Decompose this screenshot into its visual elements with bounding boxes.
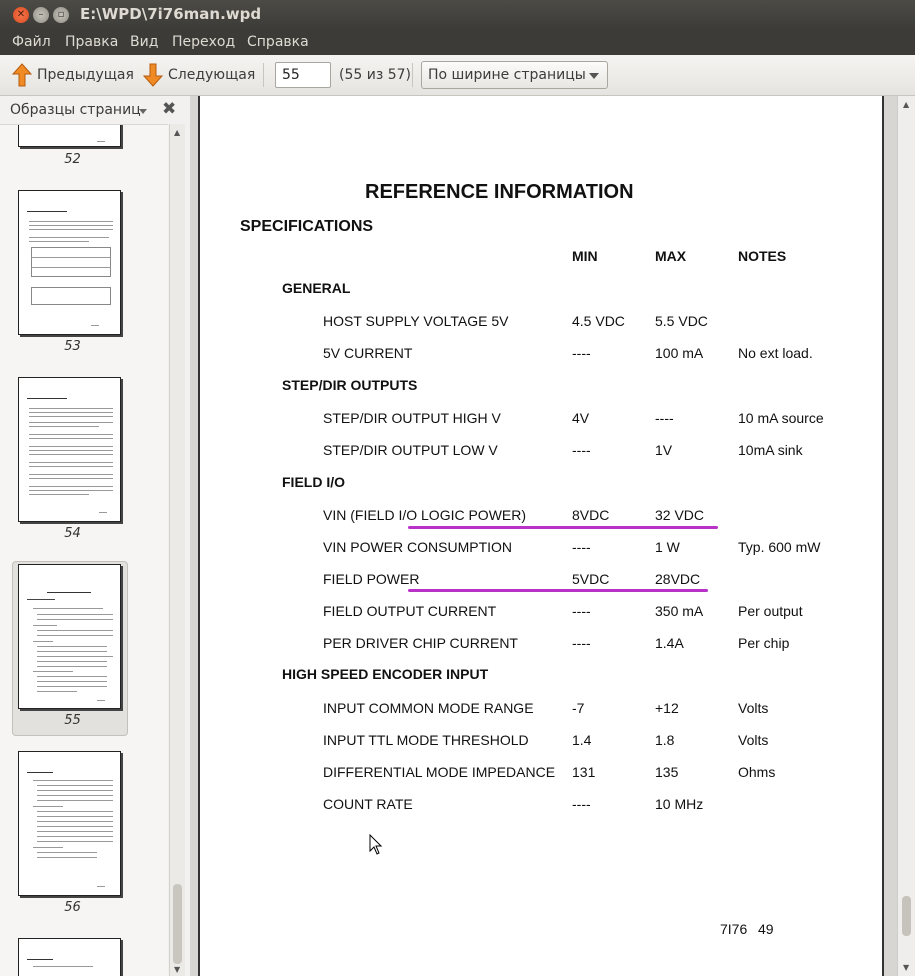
thumbnail-list[interactable] bbox=[0, 124, 168, 976]
spec-param: COUNT RATE bbox=[323, 796, 413, 812]
spec-min: 131 bbox=[572, 764, 596, 780]
spec-max: 1.4A bbox=[655, 635, 684, 651]
zoom-select-value: По ширине страницы bbox=[428, 67, 586, 83]
spec-min: 8VDC bbox=[572, 507, 610, 523]
previous-page-button[interactable] bbox=[12, 62, 134, 88]
page-thumbnail[interactable] bbox=[18, 190, 121, 335]
spec-param: DIFFERENTIAL MODE IMPEDANCE bbox=[323, 764, 556, 780]
page-number-input[interactable] bbox=[275, 62, 331, 88]
section-heading: SPECIFICATIONS bbox=[240, 218, 374, 235]
page-title: REFERENCE INFORMATION bbox=[365, 181, 634, 203]
title-bar bbox=[0, 0, 915, 30]
scroll-up-arrow-icon[interactable]: ▲ bbox=[903, 100, 910, 109]
spec-max: 1 W bbox=[655, 539, 680, 555]
spec-param: HOST SUPPLY VOLTAGE 5V bbox=[323, 313, 509, 329]
spec-notes: Per chip bbox=[738, 635, 790, 651]
spec-min: ---- bbox=[572, 345, 591, 361]
next-page-button[interactable] bbox=[143, 62, 255, 88]
page-footer-number: 49 bbox=[758, 921, 774, 937]
sidebar-scrollbar[interactable] bbox=[169, 124, 185, 976]
spec-param: PER DRIVER CHIP CURRENT bbox=[323, 635, 518, 651]
thumbnail-label: 56 bbox=[64, 900, 81, 915]
page-thumbnail[interactable] bbox=[18, 124, 121, 147]
sidebar bbox=[0, 96, 190, 976]
menu-go[interactable]: Переход bbox=[172, 34, 236, 50]
menu-bar bbox=[0, 30, 915, 55]
spec-param: INPUT COMMON MODE RANGE bbox=[323, 700, 534, 716]
sidebar-dropdown-icon[interactable] bbox=[139, 109, 147, 114]
spec-min: -7 bbox=[572, 700, 585, 716]
spec-max: 28VDC bbox=[655, 571, 701, 587]
highlight-underline bbox=[408, 589, 708, 592]
toolbar-separator bbox=[263, 63, 264, 87]
document-view[interactable] bbox=[190, 96, 915, 976]
spec-notes: Volts bbox=[738, 700, 769, 716]
close-sidebar-icon[interactable]: ✖ bbox=[162, 99, 177, 119]
spec-param: STEP/DIR OUTPUT HIGH V bbox=[323, 410, 501, 426]
spec-param: VIN (FIELD I/O LOGIC POWER) bbox=[323, 507, 527, 523]
page-thumbnail[interactable] bbox=[18, 377, 121, 522]
next-page-label: Следующая bbox=[168, 67, 256, 83]
spec-max: 10 MHz bbox=[655, 796, 704, 812]
close-window-button[interactable]: ✕ bbox=[13, 7, 29, 23]
thumbnail-label: 55 bbox=[64, 713, 81, 728]
spec-max: 1.8 bbox=[655, 732, 675, 748]
highlight-underline bbox=[408, 526, 718, 529]
scrollbar-thumb[interactable] bbox=[902, 896, 911, 936]
page-count-label: (55 из 57) bbox=[339, 67, 411, 83]
spec-notes: Volts bbox=[738, 732, 769, 748]
spec-min: 5VDC bbox=[572, 571, 610, 587]
scrollbar-thumb[interactable] bbox=[173, 884, 182, 964]
window-title: E:\WPD\7i76man.wpd bbox=[80, 5, 262, 23]
spec-param: VIN POWER CONSUMPTION bbox=[323, 539, 513, 555]
toolbar bbox=[0, 55, 915, 96]
menu-file[interactable]: Файл bbox=[12, 34, 51, 50]
minimize-window-button[interactable]: – bbox=[33, 7, 49, 23]
page-thumbnail-current[interactable] bbox=[18, 564, 121, 709]
column-header-max: MAX bbox=[655, 248, 687, 264]
spec-max: 350 mA bbox=[655, 603, 704, 619]
maximize-window-button[interactable]: ▫ bbox=[53, 7, 69, 23]
column-header-notes: NOTES bbox=[738, 248, 787, 264]
previous-page-label: Предыдущая bbox=[37, 67, 134, 83]
group-heading: FIELD I/O bbox=[282, 474, 345, 490]
spec-param: STEP/DIR OUTPUT LOW V bbox=[323, 442, 498, 458]
scroll-up-arrow-icon[interactable]: ▲ bbox=[174, 128, 181, 137]
spec-param: FIELD POWER bbox=[323, 571, 420, 587]
spec-min: 4.5 VDC bbox=[572, 313, 625, 329]
spec-param: FIELD OUTPUT CURRENT bbox=[323, 603, 497, 619]
spec-notes: Typ. 600 mW bbox=[738, 539, 821, 555]
menu-edit[interactable]: Правка bbox=[65, 34, 119, 50]
spec-min: 1.4 bbox=[572, 732, 592, 748]
arrow-up-icon bbox=[12, 63, 32, 87]
spec-min: ---- bbox=[572, 796, 591, 812]
page-thumbnail[interactable] bbox=[18, 938, 121, 976]
spec-min: ---- bbox=[572, 603, 591, 619]
sidebar-title[interactable]: Образцы страниц bbox=[10, 102, 141, 118]
page-footer-doc: 7I76 bbox=[720, 921, 748, 937]
spec-min: ---- bbox=[572, 539, 591, 555]
spec-max: ---- bbox=[655, 410, 674, 426]
toolbar-overflow[interactable] bbox=[903, 63, 915, 87]
zoom-select[interactable] bbox=[421, 61, 608, 89]
column-header-min: MIN bbox=[572, 248, 598, 264]
toolbar-separator bbox=[412, 63, 413, 87]
page-thumbnail[interactable] bbox=[18, 751, 121, 896]
dropdown-arrow-icon bbox=[589, 73, 599, 79]
spec-max: 5.5 VDC bbox=[655, 313, 708, 329]
thumbnail-label: 54 bbox=[64, 526, 81, 541]
group-heading: GENERAL bbox=[282, 280, 351, 296]
thumbnail-label: 52 bbox=[64, 152, 81, 167]
spec-min: 4V bbox=[572, 410, 590, 426]
spec-notes: 10 mA source bbox=[738, 410, 824, 426]
group-heading: HIGH SPEED ENCODER INPUT bbox=[282, 666, 489, 682]
spec-notes: No ext load. bbox=[738, 345, 813, 361]
spec-max: +12 bbox=[655, 700, 679, 716]
spec-notes: Per output bbox=[738, 603, 803, 619]
thumbnail-label: 53 bbox=[64, 339, 81, 354]
spec-notes: Ohms bbox=[738, 764, 776, 780]
spec-max: 100 mA bbox=[655, 345, 704, 361]
menu-view[interactable]: Вид bbox=[130, 34, 159, 50]
document-scrollbar[interactable] bbox=[897, 96, 915, 976]
spec-param: 5V CURRENT bbox=[323, 345, 413, 361]
spec-max: 32 VDC bbox=[655, 507, 705, 523]
spec-param: INPUT TTL MODE THRESHOLD bbox=[323, 732, 529, 748]
spec-min: ---- bbox=[572, 635, 591, 651]
spec-max: 1V bbox=[655, 442, 673, 458]
spec-min: ---- bbox=[572, 442, 591, 458]
scroll-down-arrow-icon[interactable]: ▼ bbox=[174, 965, 181, 974]
arrow-down-icon bbox=[143, 63, 163, 87]
sidebar-header bbox=[0, 96, 190, 124]
group-heading: STEP/DIR OUTPUTS bbox=[282, 377, 418, 393]
menu-help[interactable]: Справка bbox=[247, 34, 309, 50]
spec-notes: 10mA sink bbox=[738, 442, 803, 458]
scroll-down-arrow-icon[interactable]: ▼ bbox=[903, 963, 910, 972]
spec-max: 135 bbox=[655, 764, 679, 780]
mouse-pointer-icon bbox=[369, 834, 383, 856]
document-page bbox=[198, 96, 884, 976]
